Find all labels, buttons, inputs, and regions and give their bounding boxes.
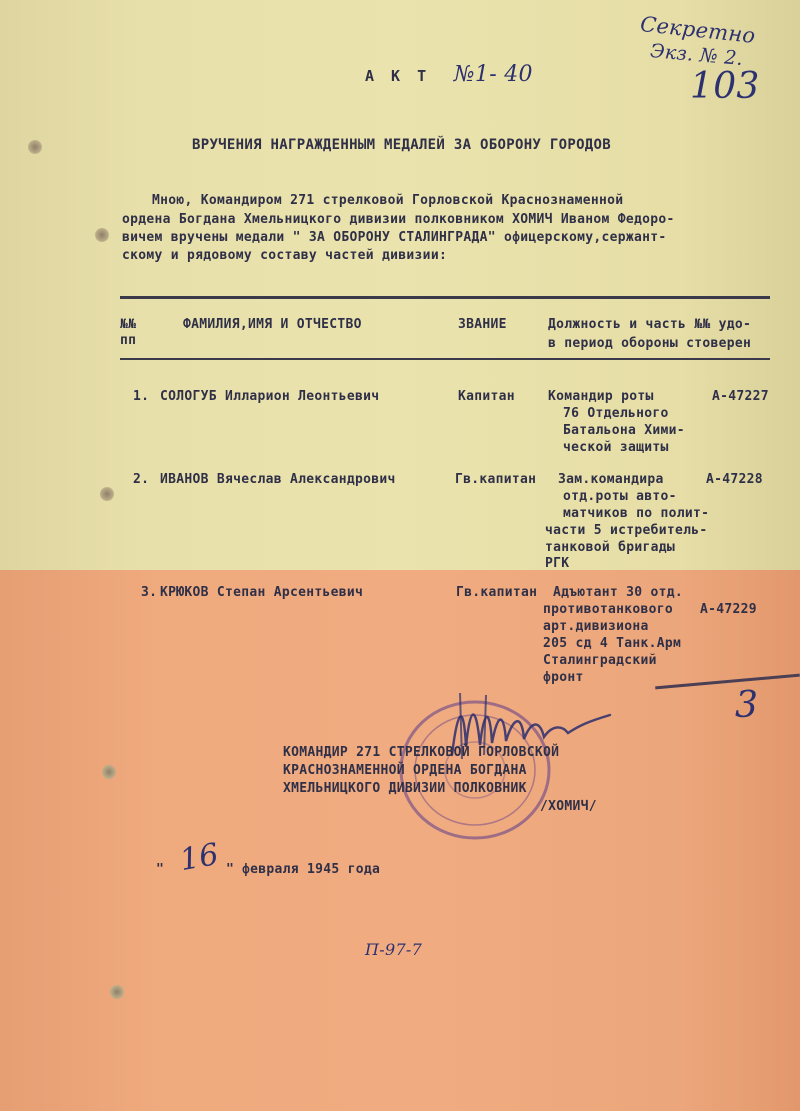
- signature-line-3: ХМЕЛЬНИЦКОГО ДИВИЗИИ ПОЛКОВНИК: [283, 781, 527, 796]
- row2-position-4: части 5 истребитель-: [545, 523, 708, 538]
- row2-cert: А-47228: [706, 472, 763, 487]
- col-rank-header: ЗВАНИЕ: [458, 317, 507, 332]
- row2-name: ИВАНОВ Вячеслав Александрович: [160, 472, 396, 487]
- archive-reference: П-97-7: [365, 940, 423, 959]
- col-num-header-1: №№: [120, 317, 137, 332]
- row3-position-3: арт.дивизиона: [543, 619, 649, 634]
- col-num-header-2: пп: [120, 333, 137, 348]
- binder-hole: [28, 140, 42, 154]
- row3-position-1: Адъютант 30 отд.: [553, 585, 684, 600]
- intro-line-1: Мною, Командиром 271 стрелковой Горловской Краснознаменной: [152, 193, 624, 208]
- binder-hole: [95, 228, 109, 242]
- row2-position-6: РГК: [545, 556, 570, 571]
- intro-line-3: вичем вручены медали " ЗА ОБОРОНУ СТАЛИНГРАДА" офицерскому,сержант-: [122, 230, 667, 245]
- intro-line-2: ордена Богдана Хмельницкого дивизии полковником ХОМИЧ Иваном Федоро-: [122, 212, 675, 227]
- act-number: №1- 40: [453, 62, 533, 87]
- table-top-rule: [120, 296, 770, 299]
- row1-rank: Капитан: [458, 389, 515, 404]
- row1-position-4: ческой защиты: [563, 440, 669, 455]
- act-title: [365, 62, 533, 87]
- document-heading: ВРУЧЕНИЯ НАГРАЖДЕННЫМ МЕДАЛЕЙ ЗА ОБОРОНУ ГОРОДОВ: [192, 137, 611, 153]
- row1-num: 1.: [133, 389, 150, 404]
- row3-position-5: Сталинградский: [543, 653, 657, 668]
- col-position-header-2: в период обороны стоверен: [548, 336, 752, 351]
- row1-position-2: 76 Отдельного: [563, 406, 669, 421]
- row1-position-3: Батальона Хими-: [563, 423, 685, 438]
- act-label: А К Т: [365, 67, 431, 85]
- page-number: 103: [690, 66, 760, 107]
- row3-num: 3.: [141, 585, 158, 600]
- binder-hole: [110, 985, 124, 999]
- signature-line-4: /ХОМИЧ/: [540, 799, 597, 814]
- corner-note-line1: Секретно: [639, 12, 757, 48]
- row3-rank: Гв.капитан: [456, 585, 538, 600]
- row2-position-5: танковой бригады: [545, 540, 676, 555]
- date-day: 16: [177, 836, 222, 879]
- binder-hole: [100, 487, 114, 501]
- row2-rank: Гв.капитан: [455, 472, 537, 487]
- row3-name: КРЮКОВ Степан Арсентьевич: [160, 585, 364, 600]
- row3-cert: А-47229: [700, 602, 757, 617]
- row1-name: СОЛОГУБ Илларион Леонтьевич: [160, 389, 380, 404]
- row3-position-6: фронт: [543, 670, 584, 685]
- date-quote-close: ": [226, 862, 235, 877]
- row2-position-2: отд.роты авто-: [563, 489, 677, 504]
- row1-position-1: Командир роты: [548, 389, 654, 404]
- side-number: 3: [735, 685, 759, 726]
- handwritten-signature: [440, 685, 620, 775]
- row2-position-3: матчиков по полит-: [563, 506, 710, 521]
- corner-note-line2: Экз. № 2.: [649, 39, 744, 71]
- row1-cert: А-47227: [712, 389, 769, 404]
- date-quote-open: ": [156, 862, 165, 877]
- signature-line-2: КРАСНОЗНАМЕННОЙ ОРДЕНА БОГДАНА: [283, 763, 527, 778]
- signature-line-1: КОМАНДИР 271 СТРЕЛКОВОЙ ГОРЛОВСКОЙ: [283, 745, 560, 760]
- date-rest: февраля 1945 года: [242, 862, 381, 877]
- row3-position-2: противотанкового: [543, 602, 674, 617]
- binder-hole: [102, 765, 116, 779]
- col-position-header-1: Должность и часть №№ удо-: [548, 317, 752, 332]
- col-name-header: ФАМИЛИЯ,ИМЯ И ОТЧЕСТВО: [183, 317, 362, 332]
- table-header-rule: [120, 358, 770, 360]
- intro-line-4: скому и рядовому составу частей дивизии:: [122, 248, 448, 263]
- row3-position-4: 205 сд 4 Танк.Арм: [543, 636, 682, 651]
- row2-num: 2.: [133, 472, 150, 487]
- row2-position-1: Зам.командира: [558, 472, 664, 487]
